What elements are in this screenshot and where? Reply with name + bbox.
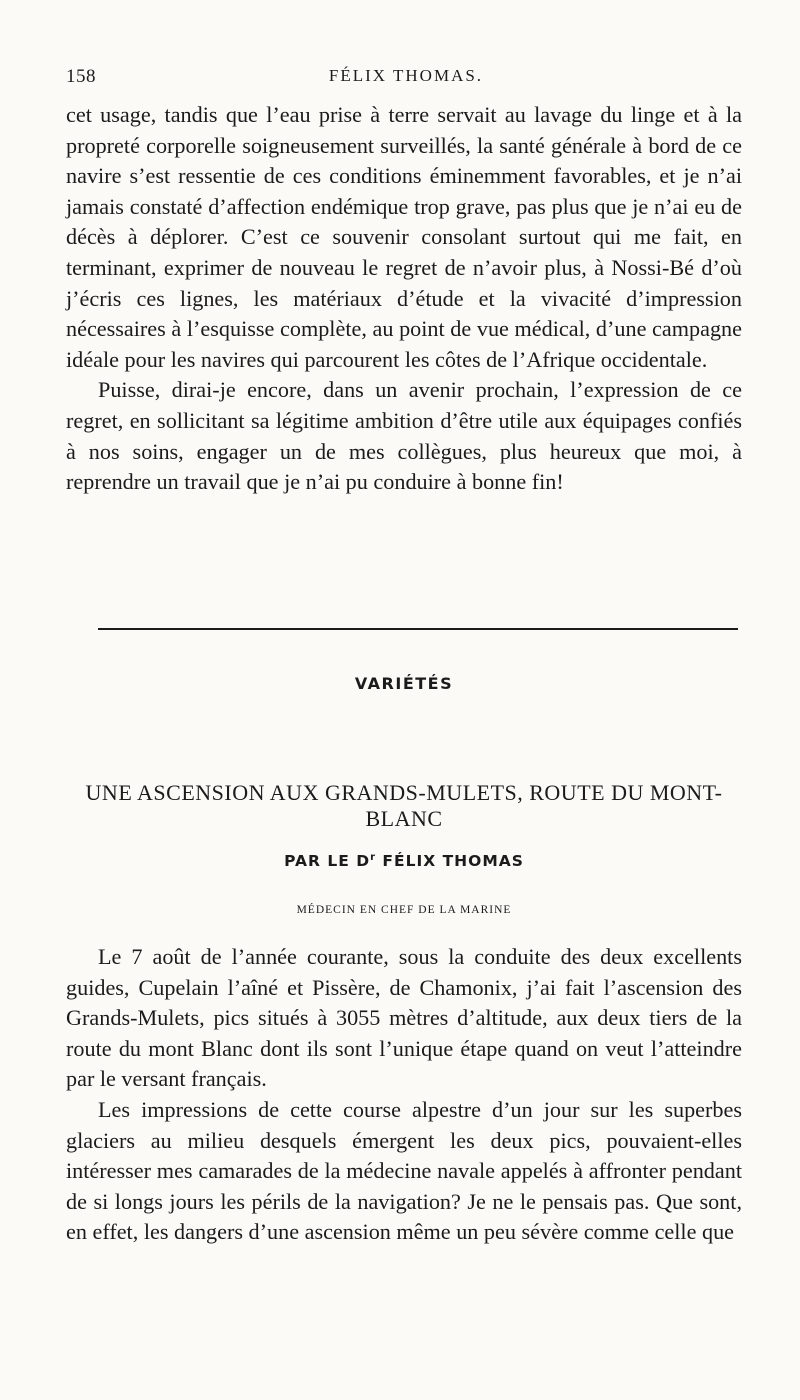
author-line xyxy=(66,852,742,870)
body-paragraph: Puisse, dirai-je encore, dans un avenir prochain, l’expression de ce regret, en sollicitant sa légitime ambition d’être utile aux équipages confiés à nos soins, engager un de mes collègues, plus heureux que moi, à reprendre un travail que je n’ai pu conduire à bonne fin! xyxy=(66,377,742,495)
author-prefix: PAR LE D xyxy=(284,852,371,870)
body-paragraph: cet usage, tandis que l’eau prise à terre servait au lavage du linge et à la propreté corporelle soigneusement surveillés, la santé générale à bord de ce navire s’est ressentie de ces conditions éminemment favorables, et je n’ai jamais constaté d’affection endémique trop grave, pas plus que je n’ai eu de décès à déplorer. C’est ce souvenir consolant surtout qui me fait, en terminant, exprimer de nouveau le regret de n’avoir plus, à Nossi-Bé d’où j’écris ces lignes, les matériaux d’étude et la vivacité d’impression nécessaires à l’esquisse complète, au point de vue médical, d’une campagne idéale pour les navires qui parcourent les côtes de l’Afrique occidentale. xyxy=(66,102,742,372)
section-heading: VARIÉTÉS xyxy=(354,674,454,693)
article-text-block xyxy=(66,942,742,1248)
body-paragraph: Les impressions de cette course alpestre d’un jour sur les superbes glaciers au milieu desquels émergent les deux pics, pouvaient-elles intéresser mes camarades de la médecine navale appelés à affronter pendant de si longs jours les périls de la navigation? Je ne le pensais pas. Que sont, en effet, les dangers d’une ascension même un peu sévère comme celle que xyxy=(66,1096,742,1245)
body-paragraph: Le 7 août de l’année courante, sous la conduite des deux excellents guides, Cupelain l’aîné et Pissère, de Chamonix, j’ai fait l’ascension des Grands-Mulets, pics situés à 3055 mètres d’altitude, aux deux tiers de la route du mont Blanc dont ils sont l’unique étape quand on veut l’atteindre par le versant français. xyxy=(66,944,742,1092)
author-role: MÉDECIN EN CHEF DE LA MARINE xyxy=(296,904,512,916)
opening-text-block xyxy=(66,100,742,498)
horizontal-rule xyxy=(98,628,738,630)
author-name: FÉLIX THOMAS xyxy=(376,852,524,870)
running-title: FÉLIX THOMAS. xyxy=(328,66,484,85)
article-title: UNE ASCENSION AUX GRANDS-MULETS, ROUTE DU MONT-BLANC xyxy=(85,780,723,831)
author-title-superscript: r xyxy=(370,851,377,863)
running-head xyxy=(66,66,746,92)
page-number: 158 xyxy=(66,66,96,87)
